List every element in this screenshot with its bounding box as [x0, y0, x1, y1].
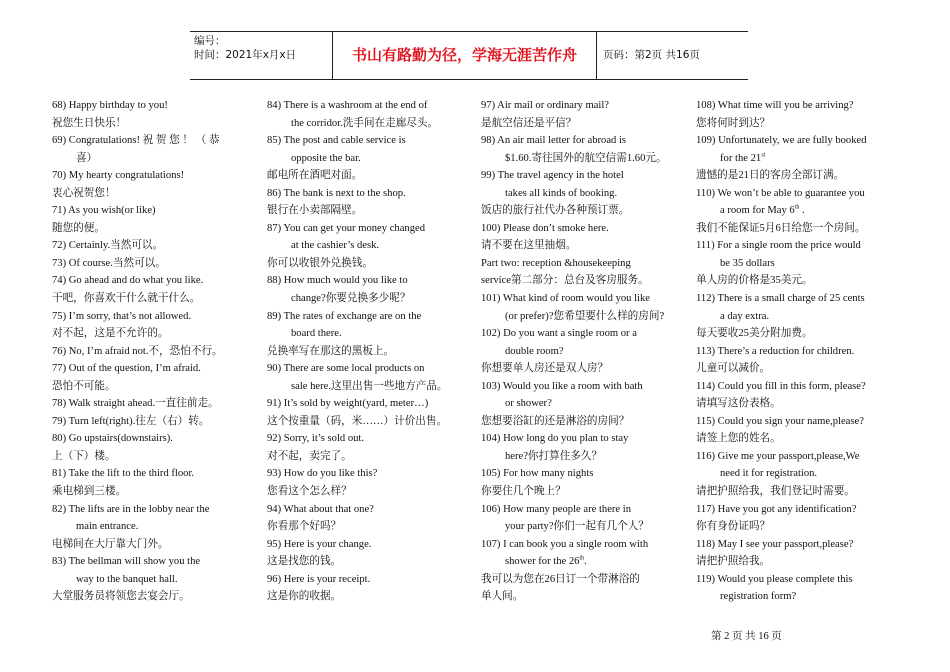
text-line: 你要住几个晚上？ — [481, 486, 566, 498]
text-line: $1.60.寄往国外的航空信需1.60元。 — [505, 152, 667, 164]
text-line: 是航空信还是平信？ — [481, 117, 577, 129]
text-line: 单人间。 — [481, 591, 524, 603]
text-line: way to the banquet hall. — [76, 573, 178, 585]
text-line: change?你要兑换多少呢？ — [291, 293, 411, 305]
text-line: 请不要在这里抽烟。 — [481, 240, 577, 252]
text-line: 90) There are some local products on — [267, 363, 425, 375]
text-line: 祝您生日快乐！ — [52, 117, 127, 129]
text-line: 106) How many people are there in — [481, 503, 632, 515]
text-line: 80) Go upstairs(downstairs). — [52, 433, 173, 445]
header-info — [190, 32, 333, 79]
text-line: 我可以为您在26日订一个带淋浴的 — [481, 573, 640, 585]
text-line: 71) As you wish(or like) — [52, 205, 156, 217]
text-line: a room for May 6th . — [720, 204, 805, 217]
header-page-label: 页码：第2页 共16页 — [603, 49, 700, 61]
text-line: 110) We won’t be able to guarantee you — [696, 187, 865, 199]
text-line: 74) Go ahead and do what you like. — [52, 275, 204, 287]
text-line: 喜） — [76, 152, 98, 164]
text-line: 92) Sorry, it’s sold out. — [267, 433, 365, 445]
text-column-4 — [696, 97, 888, 606]
text-line: 儿童可以减价。 — [696, 363, 771, 375]
text-line: 你有身份证吗？ — [696, 521, 771, 533]
text-line: your party?你们一起有几个人？ — [505, 521, 649, 533]
text-line: 104) How long do you plan to stay — [481, 433, 629, 445]
header-motto: 书山有路勤为径，学海无涯苦作舟 — [333, 32, 597, 79]
page-footer: 第 2 页 共 16 页 — [711, 631, 782, 642]
text-line: 107) I can book you a single room with — [481, 538, 649, 550]
text-line: 81) Take the lift to the third floor. — [52, 468, 195, 480]
doc-time-label: 时间：2021年x月x日 — [194, 49, 297, 61]
text-line: service第二部分：总台及客房服务。 — [481, 275, 649, 287]
text-line: 70) My hearty congratulations! — [52, 170, 185, 182]
text-column-2 — [267, 97, 459, 606]
text-line: 112) There is a small charge of 25 cents — [696, 293, 865, 305]
text-line: 101) What kind of room would you like — [481, 293, 650, 305]
text-line: 请填写这份表格。 — [696, 398, 781, 410]
text-line: 114) Could you fill in this form, please? — [696, 380, 866, 392]
text-line: double room? — [505, 345, 564, 357]
text-line: 对不起，卖完了。 — [267, 450, 352, 462]
text-line: 108) What time will you be arriving? — [696, 100, 854, 111]
text-line: 115) Could you sign your name,please? — [696, 415, 864, 427]
text-line: 你可以收银外兑换钱。 — [267, 257, 373, 269]
text-line: 116) Give me your passport,please,We — [696, 450, 860, 462]
text-line: 72) Certainly.当然可以。 — [52, 240, 164, 252]
text-line: 113) There’s a reduction for children. — [696, 345, 855, 357]
text-line: 这个按重量（码，米……）计价出售。 — [267, 415, 448, 427]
text-column-1 — [52, 97, 244, 606]
text-line: 86) The bank is next to the shop. — [267, 187, 406, 199]
text-line: 93) How do you like this? — [267, 468, 378, 480]
text-line: a day extra. — [720, 310, 770, 322]
text-line: 95) Here is your change. — [267, 538, 372, 550]
text-line: 119) Would you please complete this — [696, 573, 853, 585]
text-line: at the cashier’s desk. — [291, 240, 380, 252]
text-line: 乘电梯到三楼。 — [52, 486, 127, 498]
text-line: 73) Of course.当然可以。 — [52, 257, 166, 269]
text-line: 111) For a single room the price would — [696, 240, 861, 252]
text-line: 78) Walk straight ahead.一直往前走。 — [52, 398, 219, 410]
text-line: 98) An air mail letter for abroad is — [481, 135, 627, 147]
text-line: 这是你的收据。 — [267, 591, 342, 603]
text-line: 88) How much would you like to — [267, 275, 408, 287]
text-line: 87) You can get your money changed — [267, 222, 425, 234]
text-line: 94) What about that one? — [267, 503, 374, 515]
text-line: 你看那个好吗？ — [267, 521, 342, 533]
text-line: 89) The rates of exchange are on the — [267, 310, 422, 322]
text-line: 85) The post and cable service is — [267, 135, 406, 147]
text-line: board there. — [291, 328, 342, 340]
text-line: takes all kinds of booking. — [505, 187, 618, 199]
text-line: 请签上您的姓名。 — [696, 433, 781, 445]
text-line: the corridor.洗手间在走廊尽头。 — [291, 117, 439, 129]
text-line: (or prefer)?您希望要什么样的房间? — [505, 310, 665, 322]
text-line: 76) No, I’m afraid not.不，恐怕不行。 — [52, 345, 223, 357]
text-line: 这是找您的钱。 — [267, 556, 342, 568]
text-line: 衷心祝贺您！ — [52, 187, 116, 199]
text-line: 99) The travel agency in the hotel — [481, 170, 624, 182]
text-line: 饭店的旅行社代办各种预订票。 — [481, 205, 630, 217]
text-line: 105) For how many nights — [481, 468, 594, 480]
text-line: 84) There is a washroom at the end of — [267, 100, 428, 111]
text-line: 109) Unfortunately, we are fully booked — [696, 135, 867, 147]
text-line: 随您的便。 — [52, 222, 105, 234]
text-line: 您看这个怎么样？ — [267, 486, 352, 498]
text-line: 97) Air mail or ordinary mail? — [481, 100, 609, 111]
text-line: 你想要单人房还是双人房？ — [481, 363, 609, 375]
text-line: 69) Congratulations! 祝 贺 您 ！ （ 恭 — [52, 135, 220, 147]
text-line: 83) The bellman will show you the — [52, 556, 201, 568]
text-line: 请把护照给我。 — [696, 556, 771, 568]
text-line: shower for the 26th. — [505, 555, 587, 568]
text-line: need it for registration. — [720, 468, 818, 480]
text-line: 117) Have you got any identification? — [696, 503, 857, 515]
text-line: 79) Turn left(right).往左（右）转。 — [52, 415, 210, 427]
text-line: 遗憾的是21日的客房全部订满。 — [696, 170, 845, 182]
text-line: 请把护照给我，我们登记时需要。 — [696, 486, 855, 498]
text-line: 上（下）楼。 — [52, 450, 116, 462]
text-line: 96) Here is your receipt. — [267, 573, 371, 585]
text-line: 银行在小卖部隔壁。 — [267, 205, 363, 217]
text-line: 100) Please don’t smoke here. — [481, 222, 609, 234]
text-line: 您想要浴缸的还是淋浴的房间？ — [481, 415, 630, 427]
text-line: 103) Would you like a room with bath — [481, 380, 643, 392]
text-line: for the 21st — [720, 152, 766, 164]
text-line: 我们不能保证5月6日给您一个房间。 — [696, 222, 866, 234]
text-column-3 — [481, 97, 675, 606]
text-line: 单人房的价格是35美元。 — [696, 275, 813, 287]
text-line: main entrance. — [76, 521, 139, 533]
text-line: 您将何时到达？ — [696, 117, 771, 129]
text-line: be 35 dollars — [720, 257, 775, 269]
text-line: 邮电所在酒吧对面。 — [267, 170, 363, 182]
text-line: 77) Out of the question, I’m afraid. — [52, 363, 201, 375]
text-line: 118) May I see your passport,please? — [696, 538, 854, 550]
text-line: 102) Do you want a single room or a — [481, 328, 637, 340]
doc-number-label: 编号： — [194, 35, 226, 47]
text-line: 82) The lifts are in the lobby near the — [52, 503, 210, 515]
text-line: 电梯间在大厅靠大门外。 — [52, 538, 169, 550]
text-line: 恐怕不可能。 — [52, 380, 116, 392]
text-line: 75) I’m sorry, that’s not allowed. — [52, 310, 192, 322]
text-line: 兑换率写在那这的黑板上。 — [267, 345, 395, 357]
text-line: 91) It’s sold by weight(yard, meter…) — [267, 398, 429, 410]
text-line: 68) Happy birthday to you! — [52, 100, 168, 111]
text-line: registration form? — [720, 591, 797, 603]
text-line: sale here.这里出售一些地方产品。 — [291, 380, 448, 392]
text-line: or shower? — [505, 398, 552, 410]
text-line: 大堂服务员将领您去宴会厅。 — [52, 591, 190, 603]
text-line: Part two: reception &housekeeping — [481, 257, 631, 269]
page-header — [190, 31, 748, 80]
text-line: 对不起，这是不允许的。 — [52, 328, 169, 340]
text-line: here?你打算住多久？ — [505, 450, 603, 462]
text-line: opposite the bar. — [291, 152, 361, 164]
text-line: 干吧，你喜欢干什么就干什么。 — [52, 293, 201, 305]
text-line: 每天要收25美分附加费。 — [696, 328, 813, 340]
